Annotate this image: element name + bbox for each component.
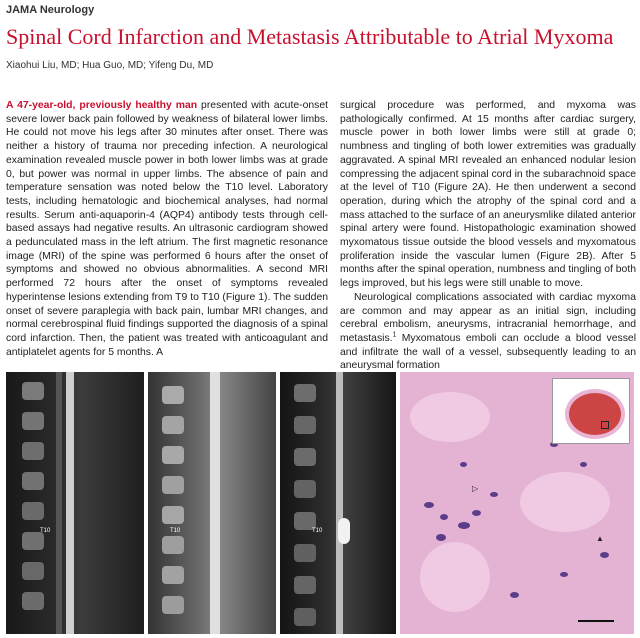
spinal-cord-line <box>210 372 220 634</box>
mri-image-1 <box>6 372 144 634</box>
spinal-cord-line <box>66 372 74 634</box>
reference-marker: 1 <box>392 331 397 339</box>
zoom-box <box>601 421 609 429</box>
vertebra <box>162 506 184 524</box>
overview-inset <box>552 378 630 444</box>
nucleus <box>440 514 448 520</box>
right-paragraph-2 <box>340 291 636 373</box>
left-paragraph-text: presented with acute-onset severe lower back pain followed by weakness of bilateral lower limbs. He could not move his legs after 30 minutes after onset. There was neither a history of trauma nor preceding infection. A neurological examination revealed muscle power in both lower limbs was at grade 0, but power was normal in upper limbs. The absence of pain and temperature sensation was noted below the T10 level. Laboratory tests, including hematologic and biochemical analyses, had normal results. Serum anti-aquaporin-4 (AQP4) antibody tests through cell-based assays had negative results. An ultrasonic cardiogram showed a pedunculated mass in the left atrium. The first magnetic resonance image (MRI) of the spine was performed 6 hours after the onset of symptoms and showed no obvious abnormalities. A second MRI performed 72 hours after the onset of symptoms revealed hyperintense lesions extending from T9 to T10 (Figure 1). The sudden onset of severe paraplegia with back pain, lumbar MRI changes, and normal cerebrospinal fluid findings supported the diagnosis of a spinal cord infarction. Then, the patient was treated with anticoagulant and antiplatelet agents for 5 months. A <box>6 100 328 358</box>
nucleus <box>472 510 481 516</box>
vertebra <box>22 412 44 430</box>
vertebra <box>294 576 316 594</box>
nucleus <box>580 462 587 467</box>
right-paragraph-2-tail: Myxomatous emboli can occlude a blood vessel and infiltrate the wall of a vessel, subsequently leading to an aneurysmal formation <box>340 332 636 372</box>
t10-label: T10 <box>40 528 51 534</box>
vertebra <box>22 592 44 610</box>
figure-panels <box>6 372 634 634</box>
vertebra <box>162 536 184 554</box>
t10-label: T10 <box>170 528 181 534</box>
vertebra <box>162 416 184 434</box>
histology-image <box>400 372 634 634</box>
mri-image-2 <box>148 372 276 634</box>
vertebra <box>22 442 44 460</box>
t10-label: T10 <box>312 528 323 534</box>
vertebra <box>22 382 44 400</box>
right-paragraph-1: surgical procedure was performed, and myxoma was pathologically confirmed. At 15 months after cardiac surgery, muscle power in both lower limbs were still at grade 0; numbness and tingling of both lower extremities was gradually aggravated. A spinal MRI revealed an enhanced nodular lesion compressing the adjacent spinal cord in the subarachnoid space at the level of T10 (Figure 2A). He then underwent a second operation, during which the atrophy of the spinal cord and a mass attached to the surface of an aneurysmlike dilated anterior spinal artery were found. Histopathologic examination showed myxomatous tissue outside the blood vessels and myxomatous proliferation inside the vascular lumen (Figure 2B). After 5 months after the spinal operation, numbness and tingling of both legs improved, but his legs were still unable to move. <box>340 100 636 290</box>
tissue-region <box>410 392 490 442</box>
vertebra <box>294 544 316 562</box>
enhanced-lesion <box>338 518 350 544</box>
vertebra <box>22 532 44 550</box>
vertebra <box>162 596 184 614</box>
nucleus <box>460 462 467 467</box>
article-title: Spinal Cord Infarction and Metastasis Attributable to Atrial Myxoma <box>6 24 614 49</box>
vertebra <box>22 562 44 580</box>
spinal-cord-line <box>336 372 343 634</box>
mri-image-3 <box>280 372 396 634</box>
vertebra <box>294 384 316 402</box>
nucleus <box>424 502 434 508</box>
scale-bar <box>578 620 614 622</box>
tissue-region <box>420 542 490 612</box>
right-column <box>340 99 636 373</box>
journal-name: JAMA Neurology <box>6 4 95 16</box>
arrowhead-marker: ▲ <box>596 534 604 543</box>
vertebra <box>294 416 316 434</box>
nucleus <box>458 522 470 529</box>
nucleus <box>436 534 446 541</box>
left-paragraph <box>6 99 328 359</box>
nucleus <box>510 592 519 598</box>
left-column <box>6 99 328 359</box>
tissue-region <box>520 472 610 532</box>
spinal-canal-line <box>56 372 62 634</box>
nucleus <box>600 552 609 558</box>
vertebra <box>162 386 184 404</box>
vertebra <box>162 446 184 464</box>
vertebra <box>162 476 184 494</box>
nucleus <box>560 572 568 577</box>
vertebra <box>294 480 316 498</box>
right-paragraph-2-text: Neurological complications associated with cardiac myxoma are common and may appear as an initial sign, including cerebral embolism, aneurysms, intracranial hemorrhage, and metastasis. <box>340 291 636 344</box>
author-list: Xiaohui Liu, MD; Hua Guo, MD; Yifeng Du, MD <box>6 60 214 71</box>
arrow-marker: ▷ <box>472 484 479 493</box>
vertebra <box>22 502 44 520</box>
lead-in-text: A 47-year-old, previously healthy man <box>6 100 198 111</box>
nucleus <box>490 492 498 497</box>
vertebra <box>162 566 184 584</box>
vertebra <box>294 608 316 626</box>
vertebra <box>22 472 44 490</box>
vessel-section <box>565 389 625 439</box>
vertebra <box>294 448 316 466</box>
